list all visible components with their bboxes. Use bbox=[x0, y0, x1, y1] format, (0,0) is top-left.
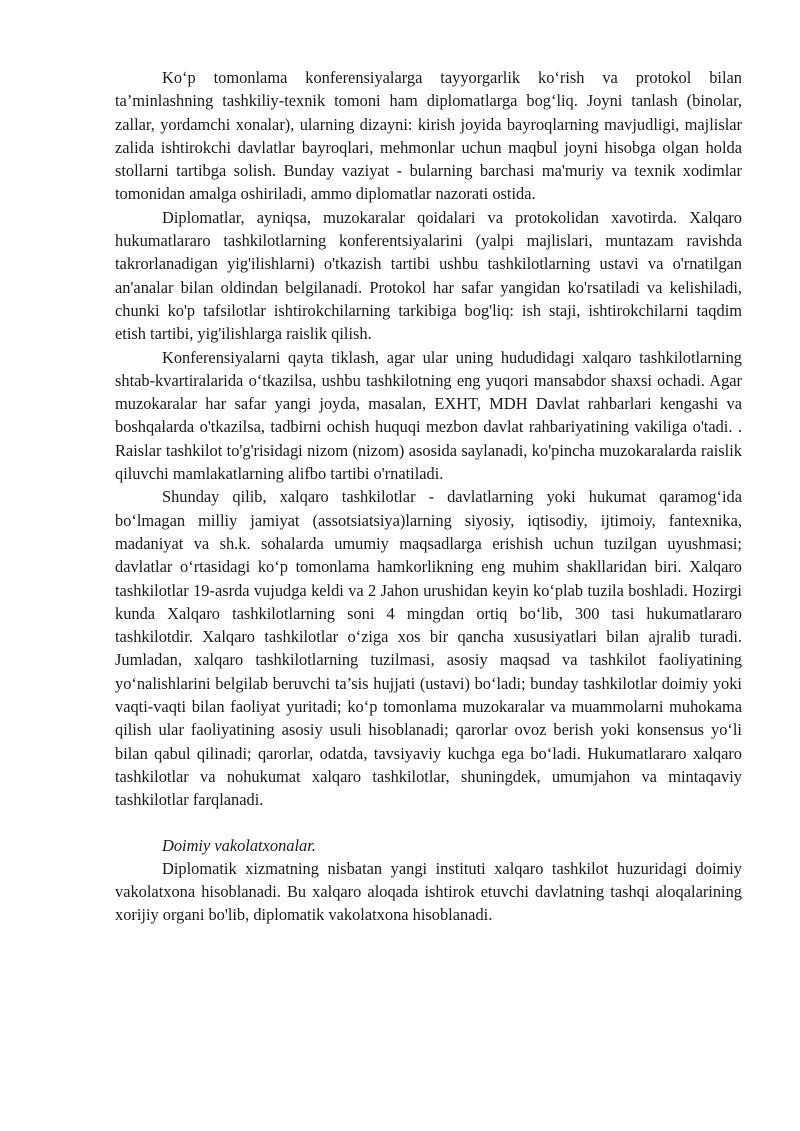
document-page bbox=[115, 66, 742, 927]
section-paragraph-1: Diplomatik xizmatning nisbatan yangi instituti xalqaro tashkilot huzuridagi doimiy vakolatxona hisoblanadi. Bu xalqaro aloqada ishtirok etuvchi davlatning tashqi aloqalarining xorijiy organi bo'lib, diplomatik vakolatxona hisoblanadi. bbox=[115, 858, 742, 925]
section-heading: Doimiy vakolatxonalar. bbox=[162, 835, 316, 855]
paragraph-2: Diplomatlar, ayniqsa, muzokaralar qoidalari va protokolidan xavotirda. Xalqaro hukumatlararo tashkilotlarning konferentsiyalarini (yalpi majlislari, muntazam ravishda takrorlanadigan yig'ilishlarni) o'tkazish tartibi ushbu tashkilotlarning ustavi va o'rnatilgan an'analar bilan oldindan belgilanadi. Protokol har safar yangidan ko'rsatiladi va kelishiladi, chunki ko'p tafsilotlar ishtirokchilarning tarkibiga bog'liq: ish staji, ishtirokchilarni taqdim etish tartibi, yig'ilishlarga raislik qilish. bbox=[115, 207, 742, 344]
section-spacer bbox=[115, 812, 742, 834]
paragraph-1: Ko‘p tomonlama konferensiyalarga tayyorgarlik ko‘rish va protokol bilan ta’minlashning tashkiliy-texnik tomoni ham diplomatlarga bog‘liq. Joyni tanlash (binolar, zallar, yordamchi xonalar), ularning dizayni: kirish joyida bayroqlarning mavjudligi, majlislar zalida ishtirokchi davlatlar bayroqlari, mehmonlar uchun maqbul joyni hisobga olgan holda stollarni tartibga solish. Bunday vaziyat - bularning barchasi ma'muriy va texnik xodimlar tomonidan amalga oshiriladi, ammo diplomatlar nazorati ostida. bbox=[115, 68, 742, 204]
paragraph-3: Konferensiyalarni qayta tiklash, agar ular uning hududidagi xalqaro tashkilotlarning shtab-kvartiralarida o‘tkazilsa, ushbu tashkilotning eng yuqori mansabdor shaxsi ochadi. Agar muzokaralar har safar yangi joyda, masalan, EXHT, MDH Davlat rahbarlari kengashi va boshqalarda o'tkazilsa, tadbirni ochish huquqi mezbon davlat rahbariyatining vakiliga o'tadi. . Raislar tashkilot to'g'risidagi nizom (nizom) asosida saylanadi, ko'pincha muzokaralarda raislik qiluvchi mamlakatlarning alifbo tartibi o'rnatiladi. bbox=[115, 347, 742, 484]
paragraph-4: Shunday qilib, xalqaro tashkilotlar - davlatlarning yoki hukumat qaramog‘ida bo‘lmagan milliy jamiyat (assotsiatsiya)larning siyosiy, iqtisodiy, ijtimoiy, fantexnika, madaniyat va sh.k. sohalarda umumiy maqsadlarga erishish uchun tuzilgan uyushmasi; davlatlar o‘rtasidagi ko‘p tomonlama hamkorlikning eng muhim shakllaridan biri. Xalqaro tashkilotlar 19-asrda vujudga keldi va 2 Jahon urushidan keyin ko‘plab tuzila boshladi. Hozirgi kunda Xalqaro tashkilotlarning soni 4 mingdan ortiq bo‘lib, 300 tasi hukumatlararo tashkilotdir. Xalqaro tashkilotlar o‘ziga xos bir qancha xususiyatlari bilan ajralib turadi. Jumladan, xalqaro tashkilotlarning tuzilmasi, asosiy maqsad va tashkilot faoliyatining yo‘nalishlarini belgilab beruvchi ta’sis hujjati (ustavi) bo‘ladi; bunday tashkilotlar doimiy yoki vaqti-vaqti bilan faoliyat yuritadi; ko‘p tomonlama muzokaralar va muammolarni muhokama qilish ular faoliyatining asosiy usuli hisoblanadi; qarorlar ovoz berish yoki konsensus yo‘li bilan qabul qilinadi; qarorlar, odatda, tavsiyaviy kuchga ega bo‘ladi. Hukumatlararo xalqaro tashkilotlar va nohukumat xalqaro tashkilotlar, shuningdek, umumjahon va mintaqaviy tashkilotlar farqlanadi. bbox=[115, 487, 742, 810]
